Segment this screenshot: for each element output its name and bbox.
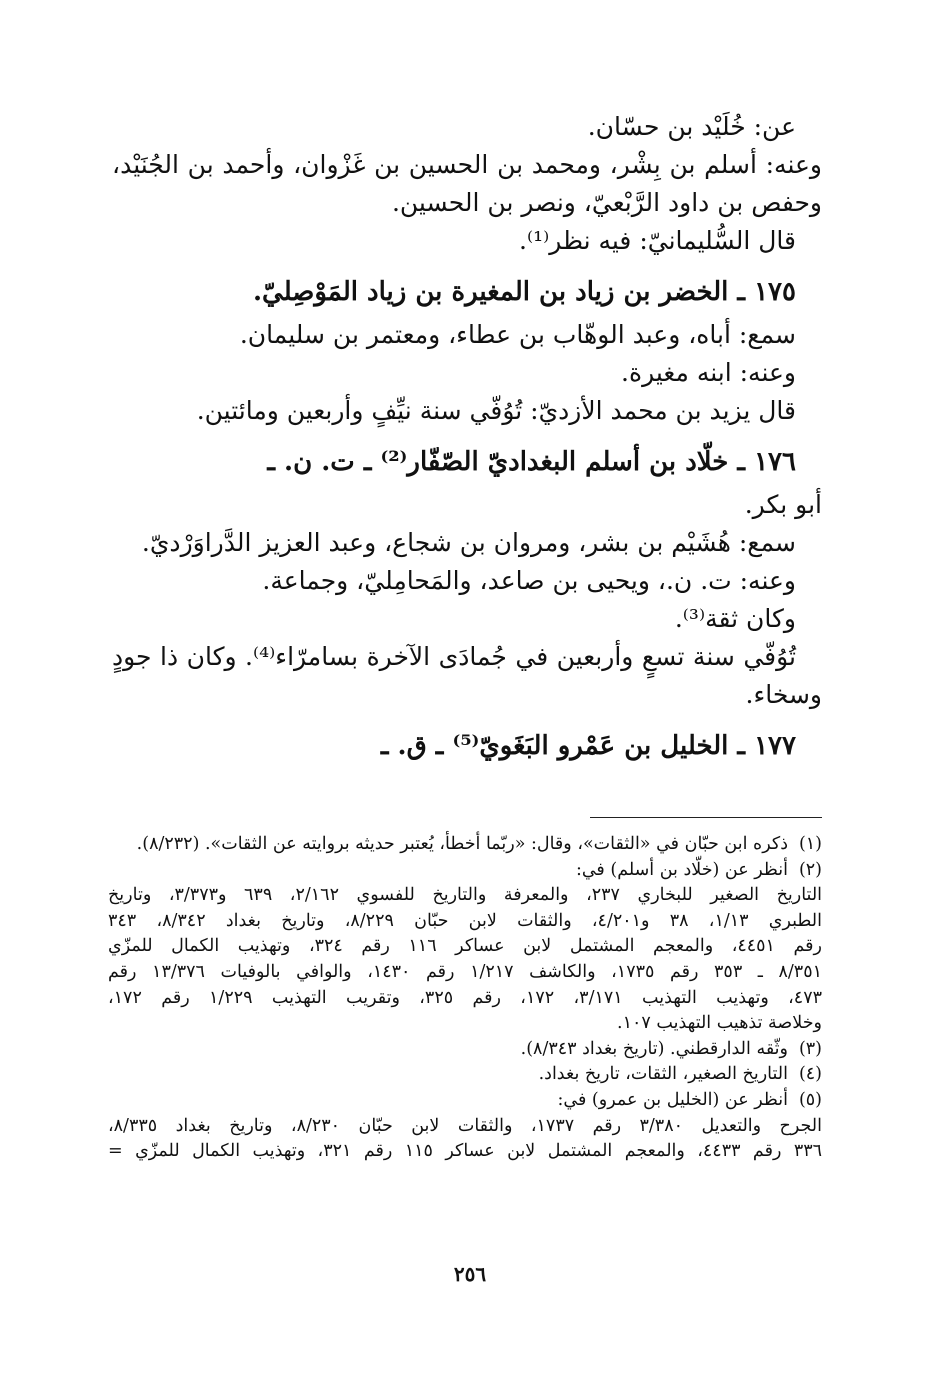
entry175-line-1: سمع: أباه، وعبد الوهّاب بن عطاء، ومعتمر بن سليمان.	[239, 320, 796, 349]
entry176-line-1: أبو بكر.	[744, 490, 822, 519]
footnote-2	[108, 858, 822, 884]
footnote-text: أنظر عن (الخليل بن عمرو) في:	[557, 1089, 788, 1110]
footnote-5	[108, 1088, 822, 1114]
entry176-heading: ١٧٦ ـ خلّاد بن أسلم البغداديّ الصّفّار⁽²⁾ ـ ت. ن. ـ	[267, 447, 796, 477]
footnote-2-continuation: الطبري ١/١٣، ٣٨ و٤/٢٠١، والثقات لابن حبّان ٨/٢٢٩، وتاريخ بغداد ٨/٣٤٢، ٣٤٣	[108, 910, 822, 931]
footnote-4	[108, 1062, 822, 1088]
entry174-line-4: قال السُّليمانيّ: فيه نظر⁽¹⁾.	[519, 226, 796, 255]
entry177-heading: ١٧٧ ـ الخليل بن عَمْرو البَغَويّ⁽⁵⁾ ـ ق. ـ	[380, 731, 796, 761]
entry175-line-2: وعنه: ابنه مغيرة.	[621, 358, 796, 387]
footnote-2-continuation: ٨/٣٥١ ـ ٣٥٣ رقم ١٧٣٥، والكاشف ١/٢١٧ رقم ١٤٣٠، والوافي بالوفيات ١٣/٣٧٦ رقم	[108, 961, 822, 982]
footnotes	[108, 832, 822, 1165]
footnote-marker: (٤)	[798, 1064, 822, 1085]
entry176-line-5: تُوُفّي سنة تسعٍ وأربعين في جُمادَى الآخرة بسامرّاء⁽⁴⁾. وكان ذا جودٍ	[112, 642, 796, 671]
entry174-line-3: وحفص بن داود الرَّبْعيّ، ونصر بن الحسين.	[391, 188, 822, 217]
footnote-2-continuation: رقم ٤٤٥١، والمعجم المشتمل لابن عساكر ١١٦ رقم ٣٢٤، وتهذيب الكمال للمزّي	[108, 936, 822, 957]
entry176-line-2: سمع: هُشَيْم بن بشر، ومروان بن شجاع، وعبد العزيز الدَّراوَرْديّ.	[141, 528, 796, 557]
footnote-2-continuation: ٤٧٣، وتهذيب التهذيب ٣/١٧١، ١٧٢، رقم ٣٢٥، وتقريب التهذيب ١/٢٢٩ رقم ١٧٢،	[108, 987, 822, 1008]
footnote-2-continuation: التاريخ الصغير للبخاري ٢٣٧، والمعرفة والتاريخ للفسوي ٢/١٦٢، ٦٣٩ و٣/٣٧٣، وتاريخ	[108, 885, 823, 906]
entry176-line-6: وسخاء.	[745, 680, 822, 709]
footnote-separator	[590, 817, 822, 818]
footnote-3	[108, 1037, 822, 1063]
footnote-2-continuation: وخلاصة تذهيب التهذيب ١٠٧.	[617, 1013, 822, 1034]
main-text	[112, 108, 822, 770]
footnote-marker: (٢)	[798, 859, 822, 880]
entry176-line-3: وعنه: ت. ن.، ويحيى بن صاعد، والمَحامِليّ، وجماعة.	[262, 566, 796, 595]
entry175-heading: ١٧٥ ـ الخضر بن زياد بن المغيرة بن زياد المَوْصِليّ.	[252, 277, 796, 307]
footnote-5-continuation: ٣٣٦ رقم ٤٤٣٣، والمعجم المشتمل لابن عساكر ١١٥ رقم ٣٢١، وتهذيب الكمال للمزّي =	[108, 1141, 823, 1162]
entry176-line-4: وكان ثقة⁽³⁾.	[674, 604, 796, 633]
footnote-marker: (٣)	[798, 1038, 822, 1059]
footnote-text: وثّقه الدارقطني. (تاريخ بغداد ٨/٣٤٣).	[520, 1038, 788, 1059]
footnote-5-continuation: الجرح والتعديل ٣/٣٨٠ رقم ١٧٣٧، والثقات لابن حبّان ٨/٢٣٠، وتاريخ بغداد ٨/٣٣٥،	[108, 1115, 823, 1136]
entry174-line-1: عن: خُلَيْد بن حسّان.	[587, 112, 796, 141]
footnote-marker: (١)	[798, 834, 822, 854]
page-number: ٢٥٦	[453, 1262, 487, 1286]
footnote-text: أنظر عن (خلّاد بن أسلم) في:	[575, 859, 788, 880]
footnote-text: ذكره ابن حبّان في «الثقات»، وقال: «ربّما أخطأ، يُعتبر حديثه بروايته عن الثقات». (٨/٢٣٢).	[136, 834, 788, 854]
entry175-line-3: قال يزيد بن محمد الأزديّ: تُوُفّي سنة نيِّفٍ وأربعين ومائتين.	[196, 396, 796, 425]
footnote-1	[108, 832, 822, 858]
footnote-text: التاريخ الصغير، الثقات، تاريخ بغداد.	[538, 1064, 788, 1085]
footnote-marker: (٥)	[798, 1089, 822, 1110]
entry174-line-2: وعنه: أسلم بن بِشْر، ومحمد بن الحسين بن غَزْوان، وأحمد بن الجُنَيْد،	[112, 150, 822, 179]
